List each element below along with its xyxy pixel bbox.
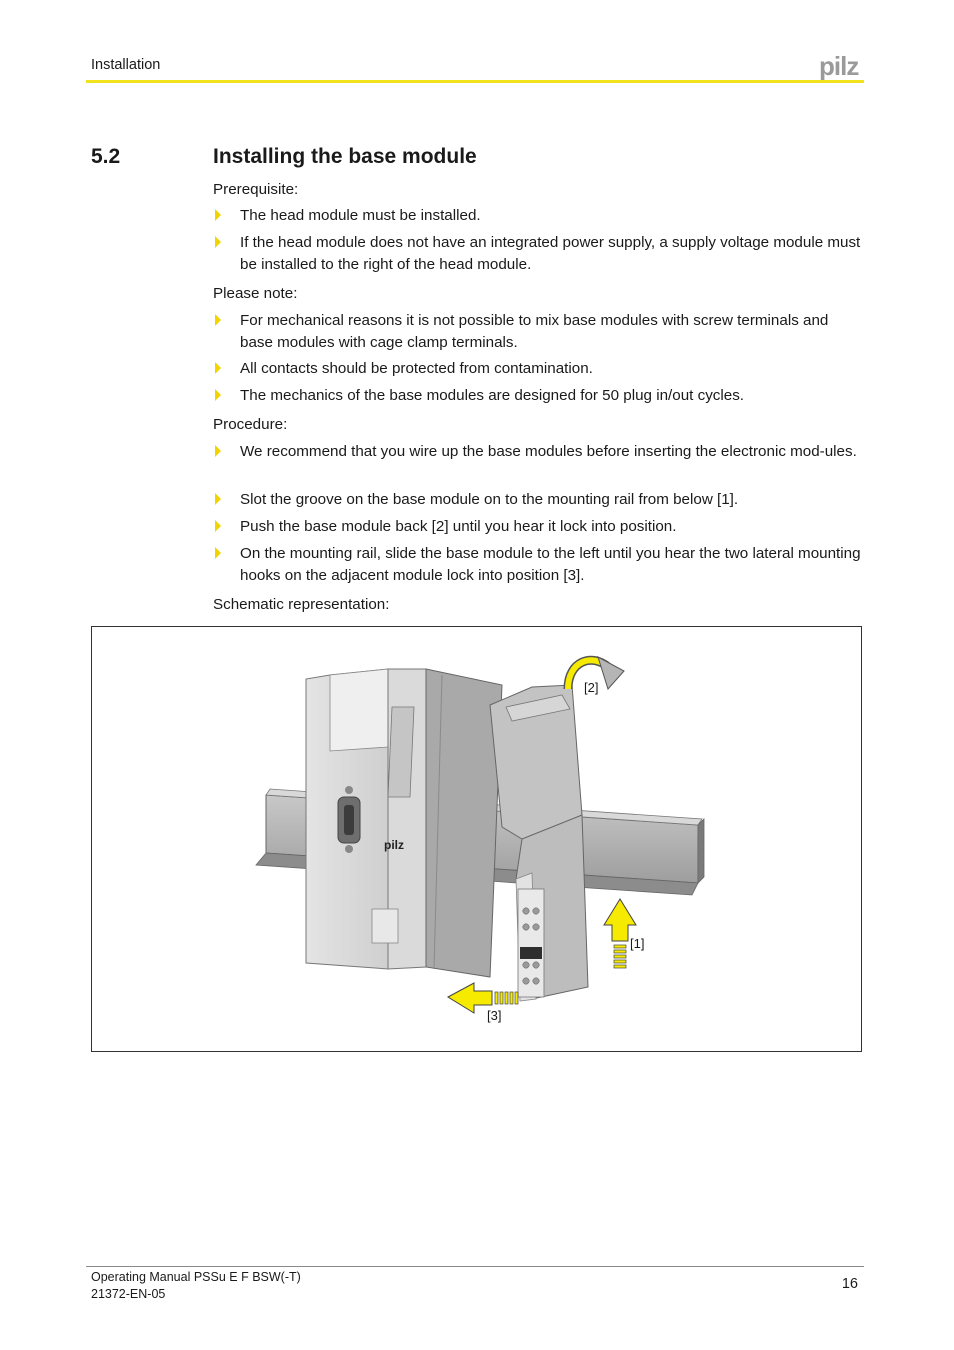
svg-text:pilz: pilz [384,838,404,852]
list-item: For mechanical reasons it is not possible to mix base modules with screw terminals and base modules with cage clamp terminals. [213,310,863,354]
list-item: The mechanics of the base modules are designed for 50 plug in/out cycles. [213,385,863,407]
header-section-title: Installation [91,57,161,73]
installation-illustration [92,627,863,1053]
left-arrow-icon [448,983,518,1013]
footer-doc-id: 21372-EN-05 [91,1287,166,1301]
list-item: If the head module does not have an integrated power supply, a supply voltage module must be installed to the right of the head module. [213,232,863,276]
bullet-arrow-icon [215,236,221,248]
svg-text:pilz: pilz [819,52,859,80]
prerequisite-label: Prerequisite: [213,181,299,198]
callout-2: [2] [584,680,599,695]
bullet-arrow-icon [215,362,221,374]
list-item: Slot the groove on the base module on to the mounting rail from below [1]. [213,489,863,511]
section-number: 5.2 [91,145,121,168]
up-arrow-icon [604,899,636,968]
page-number: 16 [841,1276,858,1292]
bullet-arrow-icon [215,209,221,221]
list-item: Push the base module back [2] until you hear it lock into position. [213,516,863,538]
list-item: All contacts should be protected from contamination. [213,358,863,380]
bullet-arrow-icon [215,389,221,401]
list-item: On the mounting rail, slide the base module to the left until you hear the two lateral mounting hooks on the adjacent module lock into position [3]. [213,543,863,587]
list-item: We recommend that you wire up the base modules before inserting the electronic mod-ules. [213,441,863,463]
figure-caption: Schematic representation: [213,596,390,613]
note-label: Please note: [213,285,298,302]
bullet-arrow-icon [215,493,221,505]
footer-rule [86,1266,864,1267]
callout-1: [1] [630,936,645,951]
section-title: Installing the base module [213,145,477,168]
procedure-label: Procedure: [213,416,288,433]
pilz-logo [819,52,863,80]
head-module [306,669,502,977]
schematic-figure [91,626,862,1052]
bullet-arrow-icon [215,547,221,559]
list-item: The head module must be installed. [213,205,863,227]
bullet-arrow-icon [215,314,221,326]
bullet-arrow-icon [215,445,221,457]
footer-manual-title: Operating Manual PSSu E F BSW(-T) [91,1270,301,1284]
callout-3: [3] [487,1008,502,1023]
header-rule [86,80,864,83]
bullet-arrow-icon [215,520,221,532]
